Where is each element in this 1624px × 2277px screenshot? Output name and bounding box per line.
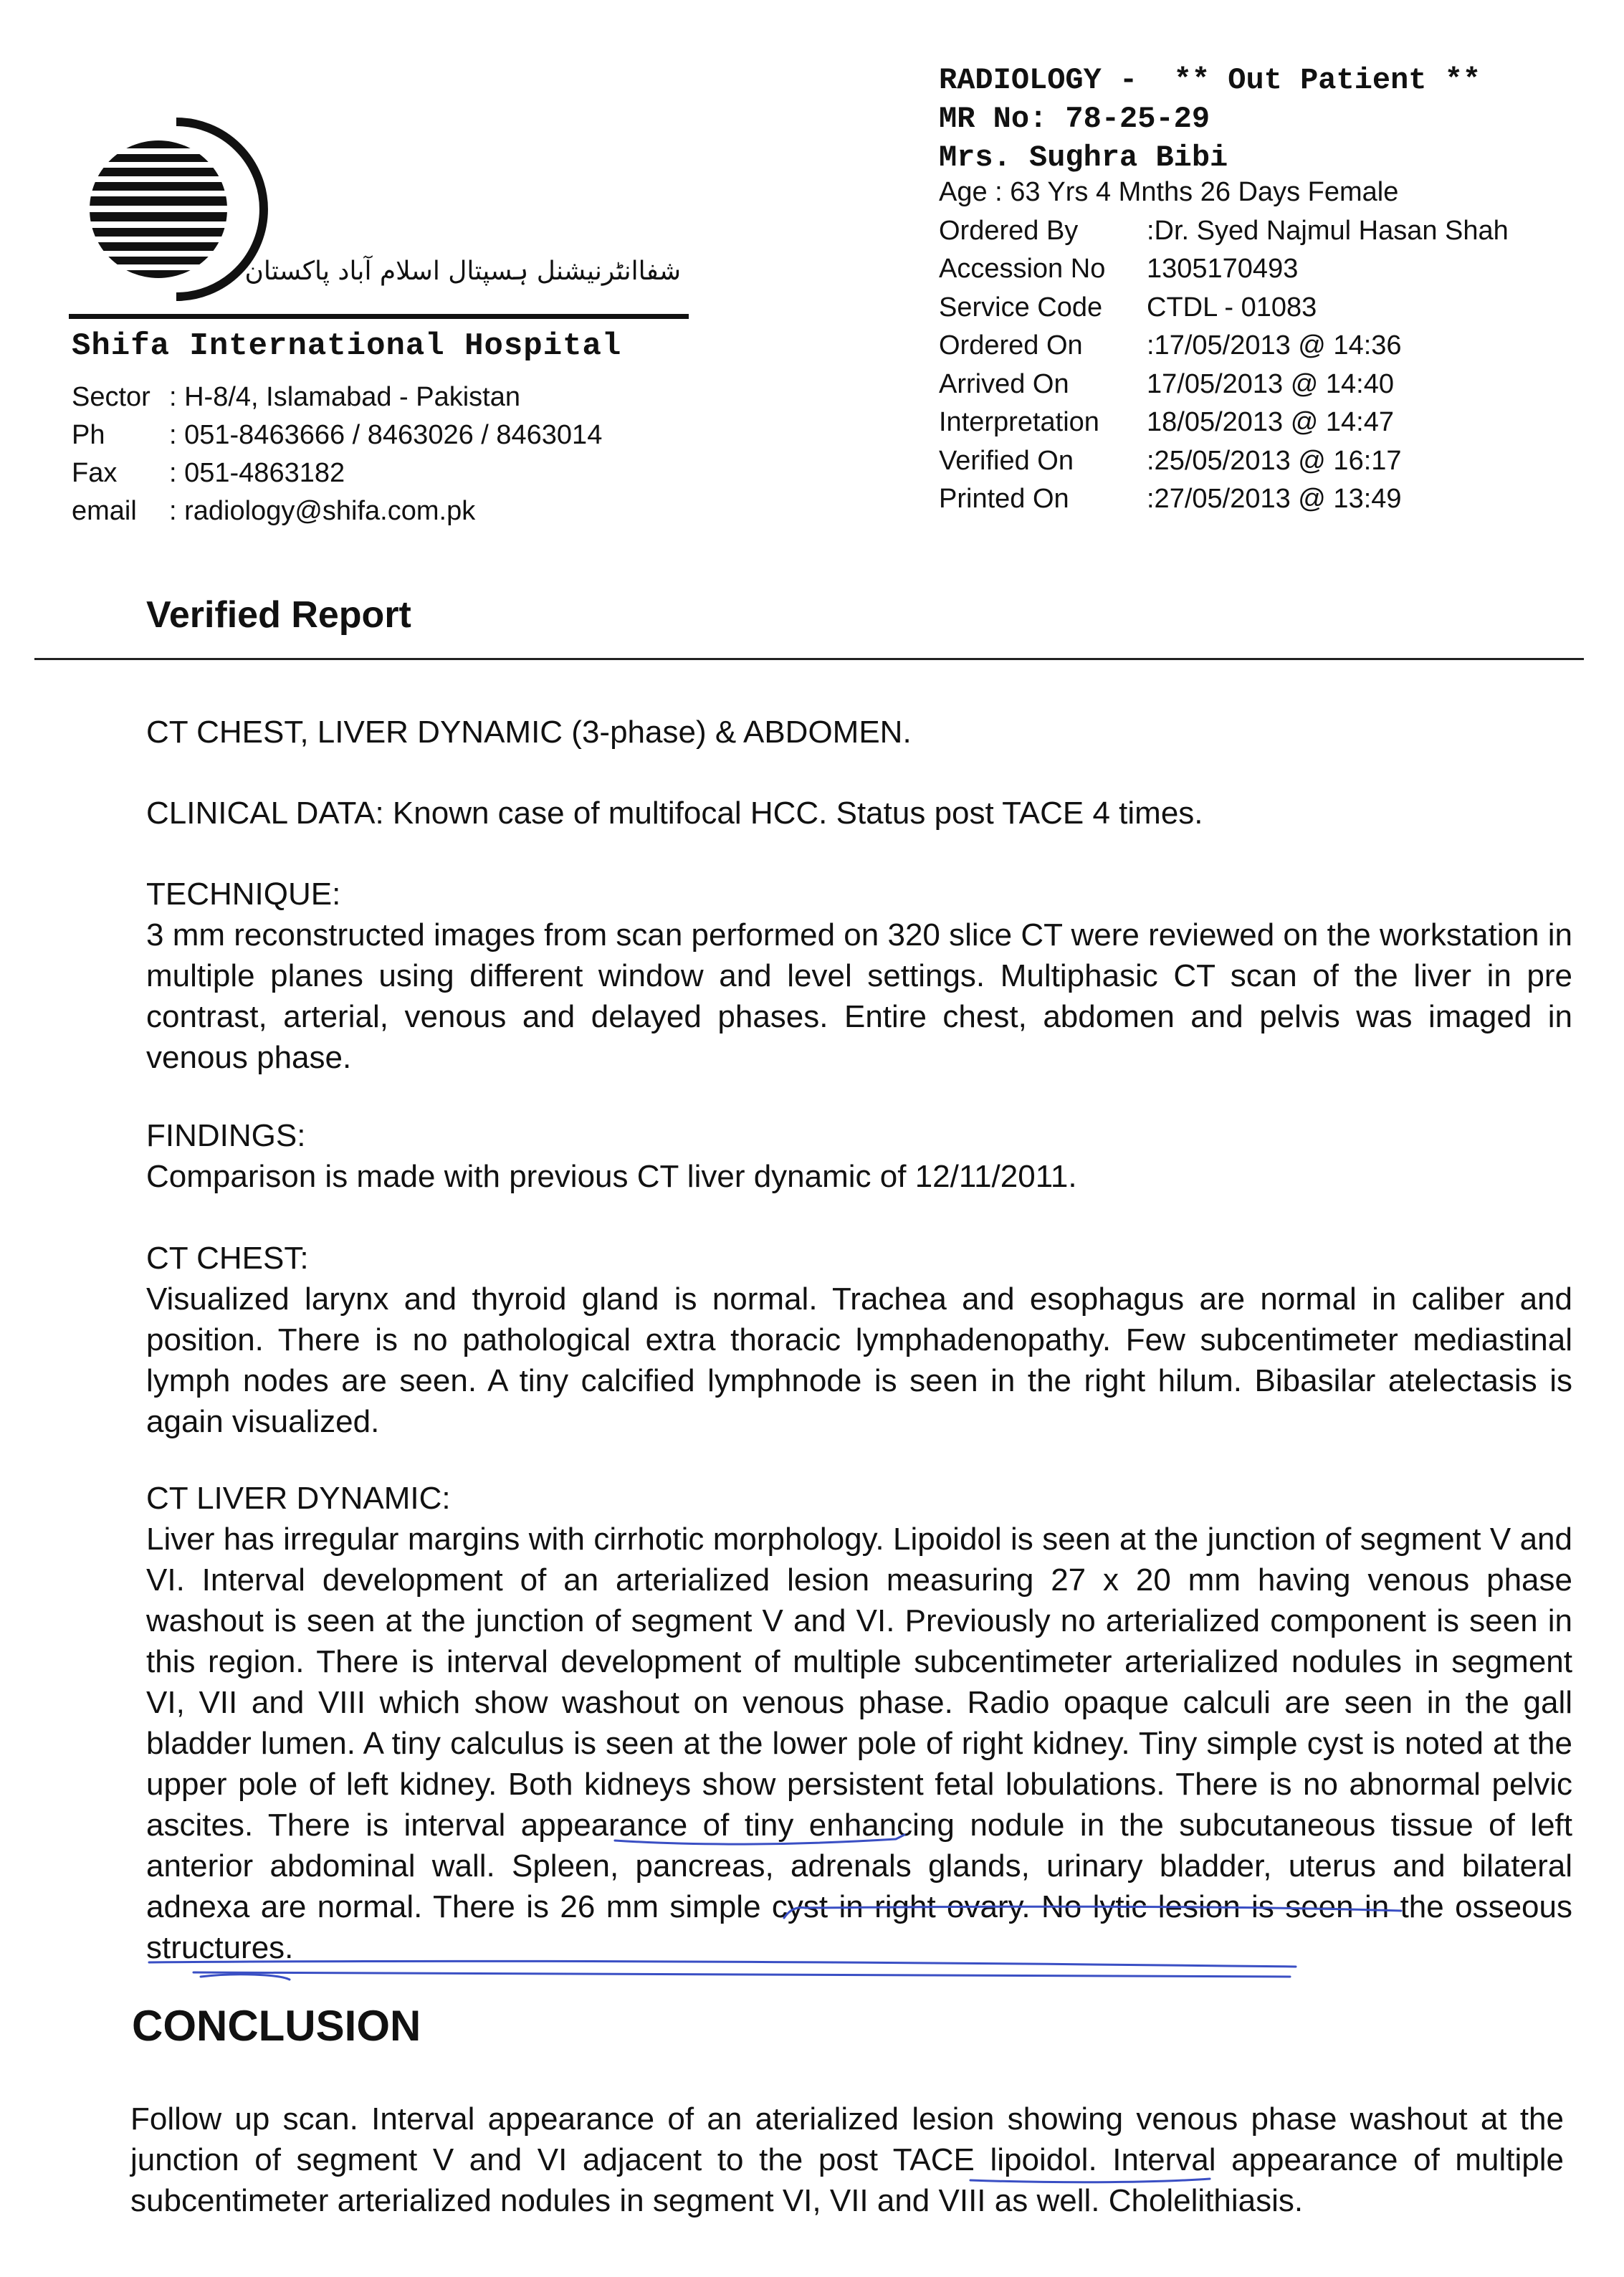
liver-text: Liver has irregular margins with cirrhotic morphology. Lipoidol is seen at the junction of segment V and VI. Interval development of an arterialized lesion measuring 27 x 20 mm having venous phase washout is seen at the junction of segment V and VI. Previously no arterialized component is seen in this region. There is interval development of multiple subcentimeter arterialized nodules in segment VI, VII and VIII which show washout on venous phase. Radio opaque calculi are seen in the gall bladder lumen. A tiny calculus is seen at the lower pole of right kidney. Tiny simple cyst is noted at the upper pole of left kidney. Both kidneys show persistent fetal lobulations. There is no abnormal pelvic ascites. There is interval appearance of tiny enhancing nodule in the subcutaneous tissue of left anterior abdominal wall. Spleen, pancreas, adrenals glands, urinary bladder, uterus and bilateral adnexa are normal. There is 26 mm simple cyst in right ovary. No lytic lesion is seen in the osseous structures.: [146, 1522, 1572, 1965]
findings-text: Comparison is made with previous CT liver dynamic of 12/11/2011.: [146, 1159, 1077, 1194]
contact-label: Sector: [72, 382, 151, 412]
hospital-contact: [72, 378, 602, 530]
meta-key: Accession No: [939, 254, 1106, 284]
contact-phone: [72, 416, 602, 454]
meta-row: [939, 250, 1509, 289]
contact-label: Fax: [72, 458, 118, 488]
meta-row: [939, 289, 1509, 328]
conclusion-text: Follow up scan. Interval appearance of an aterialized lesion showing venous phase washout at the junction of segment V and VI adjacent to the post TACE lipoidol. Interval appearance of multiple subcentimeter arterialized nodules in segment VI, VII and VIII as well. Cholelithiasis.: [130, 2101, 1564, 2218]
department-line: RADIOLOGY - ** Out Patient **: [939, 63, 1481, 97]
exam-title: CT CHEST, LIVER DYNAMIC (3-phase) & ABDOMEN.: [146, 715, 912, 750]
mr-number: MR No: 78-25-29: [939, 102, 1210, 136]
age-text: Age : 63 Yrs 4 Mnths 26 Days Female: [939, 177, 1399, 207]
meta-value: 17/05/2013 @ 14:40: [1147, 368, 1394, 399]
meta-row: [939, 404, 1509, 442]
meta-value: :Dr. Syed Najmul Hasan Shah: [1147, 215, 1509, 246]
findings-heading: FINDINGS:: [146, 1118, 306, 1153]
meta-key: Printed On: [939, 484, 1069, 514]
patient-age: [939, 173, 1509, 212]
conclusion-heading: CONCLUSION: [132, 2002, 421, 2050]
technique-heading: TECHNIQUE:: [146, 877, 341, 912]
meta-value: 18/05/2013 @ 14:47: [1147, 407, 1394, 437]
contact-label: email: [72, 496, 137, 526]
header-divider: [69, 314, 689, 319]
report-status-title: Verified Report: [146, 594, 411, 636]
meta-key: Verified On: [939, 445, 1074, 476]
meta-key: Interpretation: [939, 407, 1099, 437]
meta-row: [939, 480, 1509, 519]
patient-name: Mrs. Sughra Bibi: [939, 140, 1228, 175]
meta-key: Arrived On: [939, 368, 1069, 399]
meta-row: [939, 212, 1509, 251]
hospital-urdu-name: شفاانٹرنیشنل ہسپتال اسلام آباد پاکستان: [244, 257, 681, 286]
contact-value: : radiology@shifa.com.pk: [169, 496, 476, 526]
contact-value: : 051-4863182: [169, 458, 345, 488]
meta-value: CTDL - 01083: [1147, 292, 1317, 323]
meta-row: [939, 327, 1509, 366]
meta-row: [939, 366, 1509, 404]
meta-value: :25/05/2013 @ 16:17: [1147, 445, 1402, 476]
report-divider: [34, 658, 1584, 660]
meta-value: :17/05/2013 @ 14:36: [1147, 330, 1402, 361]
contact-value: : 051-8463666 / 8463026 / 8463014: [169, 420, 603, 450]
chest-heading: CT CHEST:: [146, 1241, 309, 1276]
liver-heading: CT LIVER DYNAMIC:: [146, 1481, 451, 1516]
meta-row: [939, 442, 1509, 481]
meta-value: :27/05/2013 @ 13:49: [1147, 484, 1402, 514]
contact-value: : H-8/4, Islamabad - Pakistan: [169, 382, 520, 412]
contact-label: Ph: [72, 420, 105, 450]
contact-sector: [72, 378, 602, 416]
contact-email: [72, 492, 602, 530]
contact-fax: [72, 454, 602, 492]
meta-key: Service Code: [939, 292, 1103, 323]
meta-value: 1305170493: [1147, 254, 1299, 284]
order-details: [939, 173, 1509, 519]
meta-key: Ordered On: [939, 330, 1083, 361]
chest-text: Visualized larynx and thyroid gland is normal. Trachea and esophagus are normal in caliber and position. There is no pathological extra thoracic lymphadenopathy. Few subcentimeter mediastinal lymph nodes are seen. A tiny calcified lymphnode is seen in the right hilum. Bibasilar atelectasis is again visualized.: [146, 1281, 1572, 1439]
hospital-name: Shifa International Hospital: [72, 328, 622, 364]
technique-text: 3 mm reconstructed images from scan performed on 320 slice CT were reviewed on the workstation in multiple planes using different window and level settings. Multiphasic CT scan of the liver in pre contrast, arterial, venous and delayed phases. Entire chest, abdomen and pelvis was imaged in venous phase.: [146, 917, 1572, 1075]
clinical-data: CLINICAL DATA: Known case of multifocal HCC. Status post TACE 4 times.: [146, 796, 1203, 831]
meta-key: Ordered By: [939, 215, 1079, 246]
